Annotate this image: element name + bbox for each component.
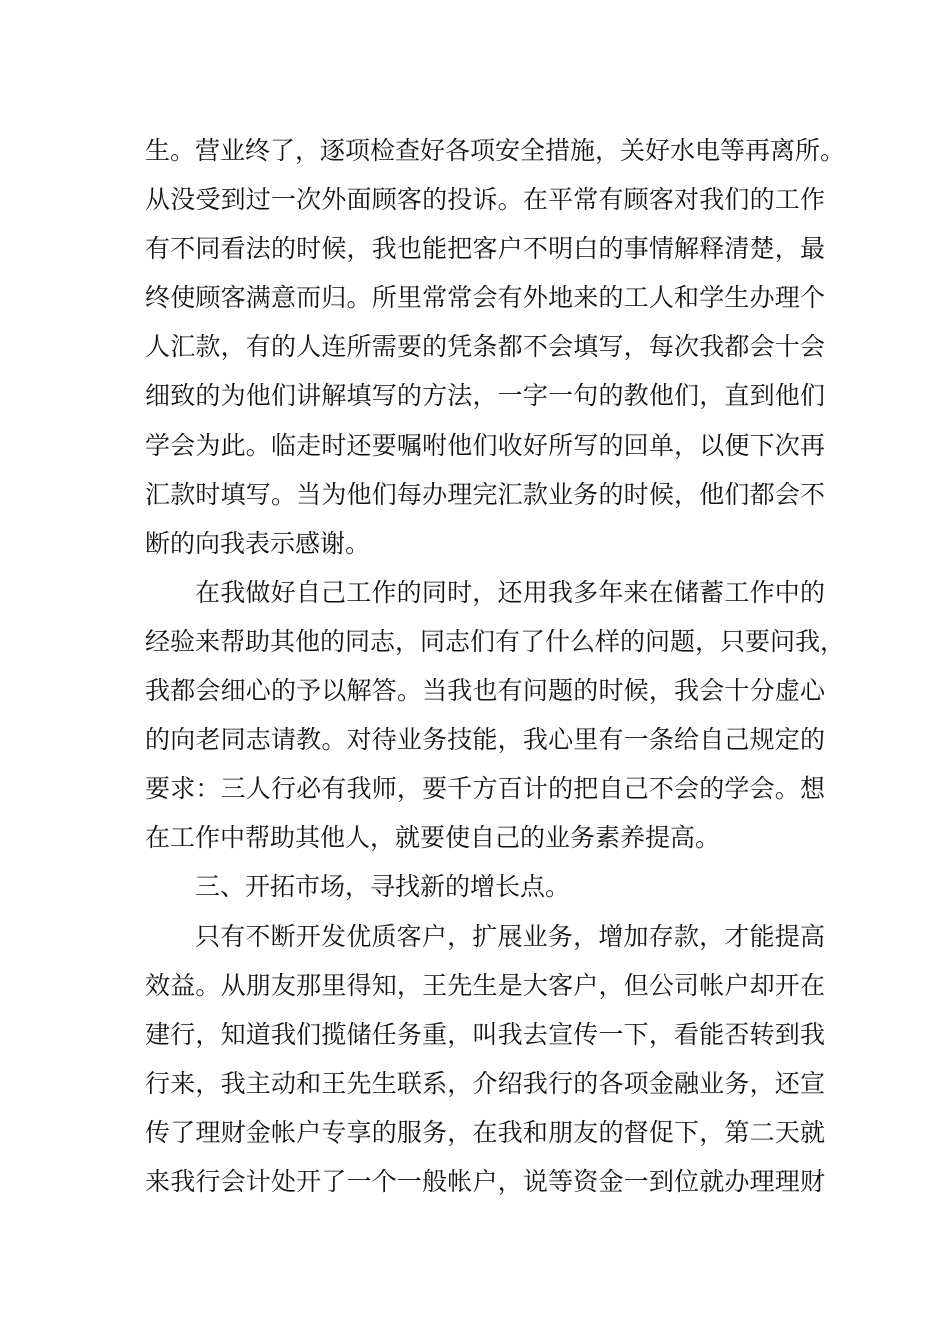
text-line: 行来，我主动和王先生联系，介绍我行的各项金融业务，还宣 — [145, 1068, 825, 1098]
text-line: 只有不断开发优质客户，扩展业务，增加存款，才能提高 — [195, 921, 825, 951]
text-line: 我都会细心的予以解答。当我也有问题的时候，我会十分虚心 — [145, 676, 825, 706]
text-line: 建行，知道我们揽储任务重，叫我去宣传一下，看能否转到我 — [145, 1019, 825, 1049]
text-line: 细致的为他们讲解填写的方法，一字一句的教他们，直到他们 — [145, 381, 825, 411]
text-line: 在我做好自己工作的同时，还用我多年来在储蓄工作中的 — [195, 577, 825, 607]
text-line: 在工作中帮助其他人，就要使自己的业务素养提高。 — [145, 823, 721, 853]
text-line: 生。营业终了，逐项检查好各项安全措施，关好水电等再离所。 — [145, 136, 846, 165]
text-line: 要求：三人行必有我师，要千方百计的把自己不会的学会。想 — [145, 774, 825, 804]
text-line: 人汇款，有的人连所需要的凭条都不会填写，每次我都会十会 — [145, 332, 825, 362]
text-line: 断的向我表示感谢。 — [145, 528, 371, 558]
text-line: 学会为此。临走时还要嘱咐他们收好所写的回单，以便下次再 — [145, 430, 825, 460]
text-line: 汇款时填写。当为他们每办理完汇款业务的时候，他们都会不 — [145, 479, 825, 509]
body-text — [145, 126, 846, 1206]
text-line: 终使顾客满意而归。所里常常会有外地来的工人和学生办理个 — [145, 283, 825, 313]
text-line: 效益。从朋友那里得知，王先生是大客户，但公司帐户却开在 — [145, 970, 825, 1000]
text-line: 来我行会计处开了一个一般帐户，说等资金一到位就办理理财 — [145, 1166, 825, 1196]
text-line: 从没受到过一次外面顾客的投诉。在平常有顾客对我们的工作 — [145, 185, 825, 215]
text-line: 有不同看法的时候，我也能把客户不明白的事情解释清楚，最 — [145, 234, 825, 264]
text-line: 传了理财金帐户专享的服务，在我和朋友的督促下，第二天就 — [145, 1117, 825, 1147]
text-line: 经验来帮助其他的同志，同志们有了什么样的问题，只要问我， — [145, 626, 846, 656]
text-line: 三、开拓市场，寻找新的增长点。 — [195, 872, 571, 902]
text-line: 的向老同志请教。对待业务技能，我心里有一条给自己规定的 — [145, 725, 825, 755]
